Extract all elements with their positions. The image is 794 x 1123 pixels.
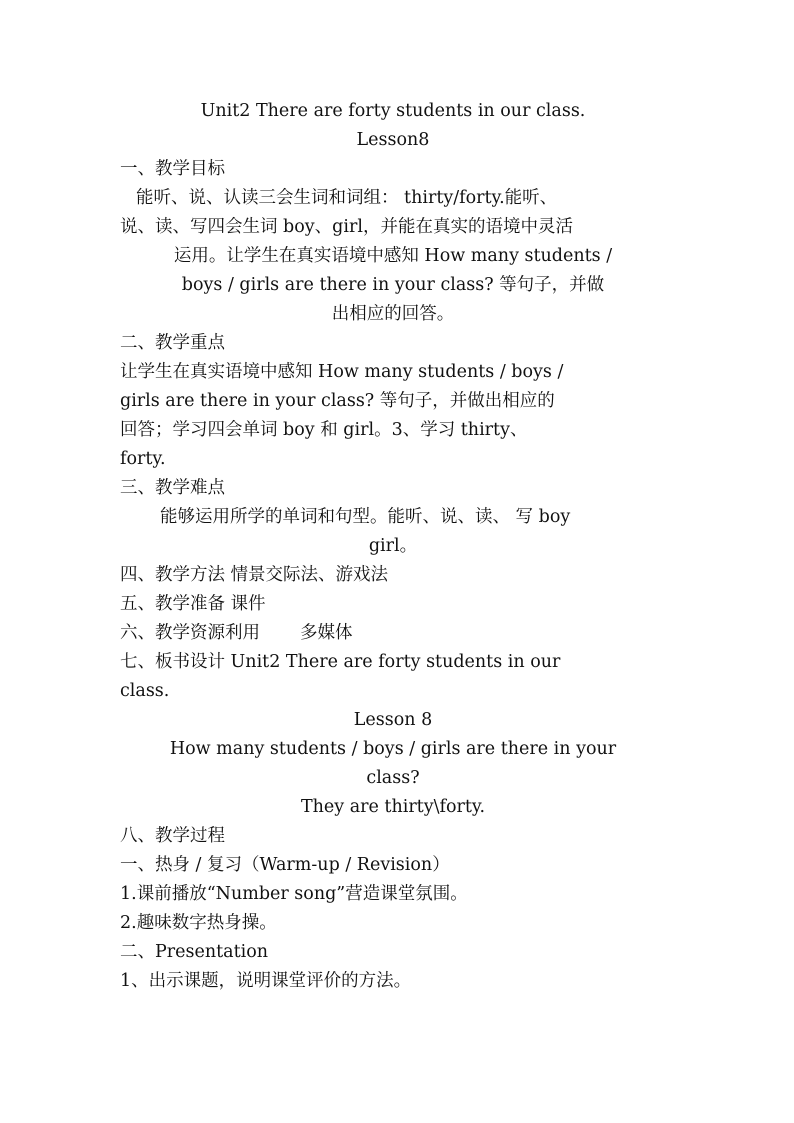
resources-value: 多媒体	[300, 623, 353, 643]
key-points-line: 回答；学习四会单词 boy 和 girl。3、学习 thirty、	[120, 420, 528, 440]
section-board-design: 七、板书设计 Unit2 There are forty students in our	[120, 652, 561, 672]
process-line: 二、Presentation	[120, 942, 269, 962]
document-title: Unit2 There are forty students in our class.	[200, 101, 586, 121]
key-points-line: girls are there in your class? 等句子，并做出相应的	[120, 391, 555, 411]
process-line: 2.趣味数字热身操。	[120, 913, 277, 933]
objectives-line: 出相应的回答。	[331, 304, 455, 324]
process-line: 一、热身 / 复习（Warm-up / Revision）	[120, 855, 450, 875]
section-heading-difficulties: 三、教学难点	[120, 478, 225, 498]
section-methods: 四、教学方法 情景交际法、游戏法	[120, 565, 389, 585]
process-line: 1、出示课题，说明课堂评价的方法。	[120, 971, 412, 991]
resources-label: 六、教学资源利用	[120, 623, 260, 643]
key-points-line: forty.	[120, 449, 166, 469]
section-preparation: 五、教学准备 课件	[120, 594, 266, 614]
board-line: How many students / boys / girls are there in your	[169, 739, 617, 759]
objectives-line: 能听、说、认读三会生词和词组： thirty/forty.能听、	[136, 188, 558, 208]
board-line: class?	[366, 768, 420, 788]
objectives-line: boys / girls are there in your class? 等句子，并做	[181, 275, 605, 295]
objectives-line: 运用。让学生在真实语境中感知 How many students /	[173, 246, 613, 266]
section-resources	[120, 619, 666, 648]
difficulties-line: girl。	[368, 536, 418, 556]
lesson-title: Lesson8	[356, 130, 430, 150]
board-line: They are thirty\forty.	[300, 797, 486, 817]
section-heading-process: 八、教学过程	[120, 826, 225, 846]
key-points-line: 让学生在真实语境中感知 How many students / boys /	[120, 362, 564, 382]
difficulties-line: 能够运用所学的单词和句型。能听、说、读、 写 boy	[160, 507, 571, 527]
process-line: 1.课前播放“Number song”营造课堂氛围。	[120, 884, 468, 904]
board-line: Lesson 8	[353, 710, 433, 730]
section-heading-objectives: 一、教学目标	[120, 159, 225, 179]
section-heading-key-points: 二、教学重点	[120, 333, 225, 353]
document-body	[120, 97, 666, 996]
objectives-line: 说、读、写四会生词 boy、girl，并能在真实的语境中灵活	[120, 217, 573, 237]
board-design-continuation: class.	[120, 681, 170, 701]
